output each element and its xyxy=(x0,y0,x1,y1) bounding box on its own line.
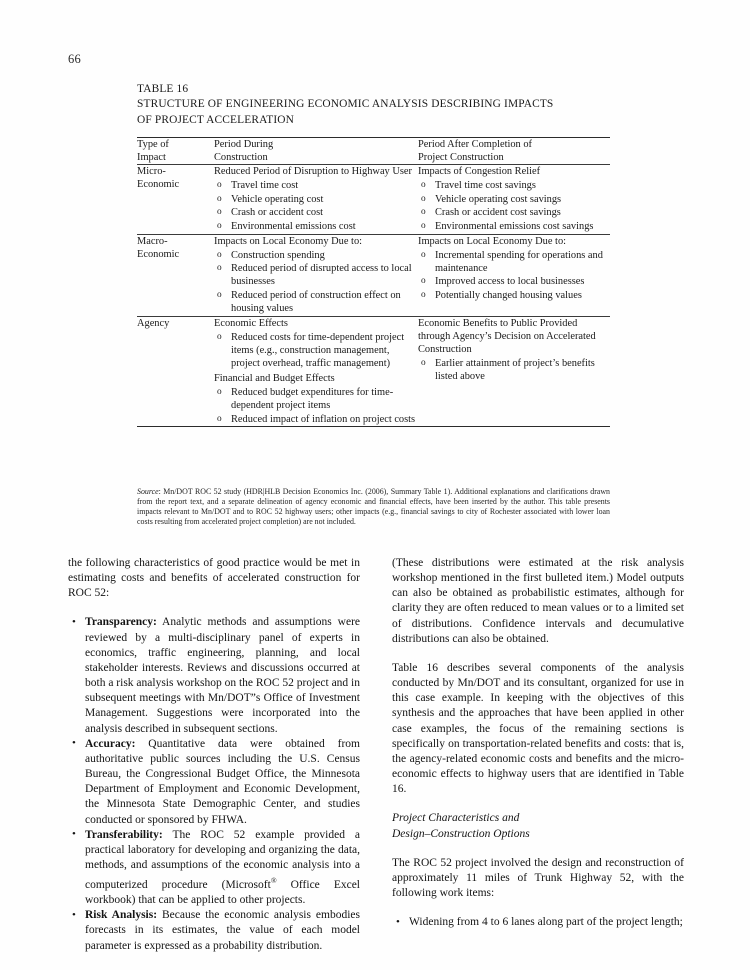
list-item: o Earlier attainment of project’s benefits listed above xyxy=(418,357,610,383)
list-item: o Improved access to local businesses xyxy=(418,275,610,288)
row-label-line-1: Macro- xyxy=(137,235,168,247)
registered-trademark-symbol: ® xyxy=(270,876,277,886)
bullet-item-widening: • Widening from 4 to 6 lanes along part of the project length; xyxy=(392,915,684,930)
row-label-line-1: Agency xyxy=(137,317,170,329)
list-item: o Travel time cost xyxy=(214,179,418,192)
column-header-during-line-1: Period During xyxy=(214,138,274,150)
bullet-item-transferability xyxy=(68,828,360,909)
row-label-line-2: Economic xyxy=(137,179,180,191)
cell-agency-after xyxy=(418,316,610,427)
table-source-note xyxy=(137,487,610,527)
right-text-column xyxy=(392,556,684,930)
cell-macro-during xyxy=(214,234,418,316)
cell-item-list xyxy=(418,249,610,302)
cell-item-list xyxy=(214,249,418,315)
cell-agency-during xyxy=(214,316,418,427)
row-label-macro-economic xyxy=(137,234,214,316)
section-heading xyxy=(392,811,684,841)
list-item: o Travel time cost savings xyxy=(418,179,610,192)
list-item: o Reduced budget expenditures for time-dependent project items xyxy=(214,386,418,412)
list-item: o Crash or accident cost xyxy=(214,206,418,219)
paragraph-table-16-description: Table 16 describes several components of the analysis conducted by Mn/DOT and its consultant, organized for use in this case example. In keeping with the objectives of this synthesis and the approaches that have been applied in other case examples, the focus of the remaining sections is specifically on transportation-related benefits and costs: that is, the agency-related economic costs and benefits and the micro-economic effects to highway users that are identified in Table 16. xyxy=(392,661,684,796)
table-bottom-rule-row xyxy=(137,427,610,428)
bullet-text: Analytic methods and assumptions were reviewed by a multi-disciplinary panel of experts in economics, traffic engineering, planning, and local stakeholder interests. Reviews and discussions occurred at both a risk analysis workshop on the ROC 52 project and in subsequent meetings with Mn/DOT”s Office of Investment Management. Suggestions were incorporated into the analysis described in subsequent sections. xyxy=(85,616,361,735)
paragraph-roc-52-project: The ROC 52 project involved the design and reconstruction of approximately 11 miles of Trunk Highway 52, with the following work items: xyxy=(392,856,684,899)
list-item: o Incremental spending for operations and maintenance xyxy=(418,249,610,275)
table-bottom-rule xyxy=(137,427,610,428)
body-text-columns xyxy=(68,556,684,956)
cell-macro-after xyxy=(418,234,610,316)
bullet-term: Transferability: xyxy=(85,828,163,841)
list-item: o Reduced period of disrupted access to local businesses xyxy=(214,262,418,288)
cell-item-list-secondary xyxy=(214,386,418,426)
list-item: o Crash or accident cost savings xyxy=(418,206,610,219)
bullet-term: Accuracy: xyxy=(85,737,136,750)
left-text-column xyxy=(68,556,360,954)
column-header-type-line-2: Impact xyxy=(137,151,166,163)
cell-item-list xyxy=(214,179,418,233)
cell-lead-text: Reduced Period of Disruption to Highway User xyxy=(214,166,412,178)
bullet-item-accuracy xyxy=(68,737,360,828)
bullet-text-continued: Office Excel workbook) that can be applied to other projects. xyxy=(85,878,360,907)
list-item: o Environmental emissions cost savings xyxy=(418,220,610,233)
row-label-agency xyxy=(137,316,214,427)
list-item: o Construction spending xyxy=(214,249,418,262)
cell-item-list xyxy=(418,179,610,233)
page-number: 66 xyxy=(68,52,81,66)
good-practice-bullet-list xyxy=(68,615,360,953)
table-row-macro-economic xyxy=(137,234,610,316)
bullet-text: Quantitative data were obtained from authoritative public sources including the U.S. Census Bureau, the Congressional Budget Office, the Minnesota Department of Employment and Economic Development, the Minnesota State Demographic Center, and studies conducted or sponsored by FHWA. xyxy=(85,737,360,826)
table-caption xyxy=(137,82,610,128)
cell-lead-text: Impacts on Local Economy Due to: xyxy=(214,235,363,247)
table-16 xyxy=(137,82,610,427)
bullet-text: The ROC 52 example provided a practical laboratory for developing and organizing the data, methods, and assumptions of the economic analysis into a computerized procedure (Microsoft xyxy=(85,828,360,891)
table-row-micro-economic xyxy=(137,165,610,234)
row-label-micro-economic xyxy=(137,165,214,234)
cell-lead-text: Economic Effects xyxy=(214,317,288,329)
column-header-after-line-1: Period After Completion of xyxy=(418,138,532,150)
paragraph-distributions: (These distributions were estimated at the risk analysis workshop mentioned in the first bulleted item.) Model outputs can also be obtained as probabilistic estimates, although for clarity they are often reduced to mean values or to a limited set of distributions. Confidence intervals and decumulative distributions can also be obtained. xyxy=(392,557,684,645)
column-header-type xyxy=(137,137,214,164)
bullet-term: Transparency: xyxy=(85,616,157,629)
paragraph-intro: the following characteristics of good practice would be met in estimating costs and benefits of accelerated construction for ROC 52: xyxy=(68,557,360,600)
bullet-term: Risk Analysis: xyxy=(85,909,158,922)
list-item: o Reduced costs for time-dependent project items (e.g., construction management, project overhead, traffic management) xyxy=(214,331,418,370)
cell-micro-during xyxy=(214,165,418,234)
table-row-agency xyxy=(137,316,610,427)
work-items-bullet-list xyxy=(392,915,684,930)
table-title-line-1: STRUCTURE OF ENGINEERING ECONOMIC ANALYSIS DESCRIBING IMPACTS xyxy=(137,98,554,111)
cell-lead-text: Economic Benefits to Public Provided through Agency’s Decision on Accelerated Construction xyxy=(418,317,596,355)
list-item: o Potentially changed housing values xyxy=(418,289,610,302)
table-number: TABLE 16 xyxy=(137,83,189,95)
bullet-text: Because the economic analysis embodies forecasts in its estimates, the value of each model parameter is expressed as a probability distribution. xyxy=(85,909,360,952)
table-16-grid xyxy=(137,137,610,427)
cell-lead-text: Impacts of Congestion Relief xyxy=(418,166,541,178)
list-item: o Reduced period of construction effect on housing values xyxy=(214,289,418,315)
column-header-type-line-1: Type of xyxy=(137,138,169,150)
list-item: o Environmental emissions cost xyxy=(214,220,418,233)
section-heading-line-2: Design–Construction Options xyxy=(392,827,530,840)
cell-lead-text: Impacts on Local Economy Due to: xyxy=(418,235,567,247)
cell-micro-after xyxy=(418,165,610,234)
cell-item-list xyxy=(214,331,418,370)
row-label-line-2: Economic xyxy=(137,248,180,260)
column-header-after-line-2: Project Construction xyxy=(418,151,504,163)
source-text: : Mn/DOT ROC 52 study (HDR|HLB Decision Economics Inc. (2006), Summary Table 1). Additional explanations and clarifications drawn from the report text, and a separate delineation of agency economic and financial effects, have been inserted by the author. This table presents impacts relevant to Mn/DOT and to ROC 52 highway users; other impacts (e.g., financial savings to city of Rochester associated with lower loan costs resulting from accelerated project completion) are not included. xyxy=(137,487,610,527)
column-header-after-completion xyxy=(418,137,610,164)
section-heading-line-1: Project Characteristics and xyxy=(392,812,520,825)
list-item: o Vehicle operating cost savings xyxy=(418,193,610,206)
column-header-during-line-2: Construction xyxy=(214,151,268,163)
row-label-line-1: Micro- xyxy=(137,166,166,178)
bullet-item-risk-analysis xyxy=(68,908,360,953)
list-item: o Reduced impact of inflation on project costs xyxy=(214,413,418,426)
table-title-line-2: OF PROJECT ACCELERATION xyxy=(137,113,295,126)
column-header-during-construction xyxy=(214,137,418,164)
cell-lead-text-secondary: Financial and Budget Effects xyxy=(214,372,335,384)
bullet-item-transparency xyxy=(68,615,360,736)
table-header-row xyxy=(137,137,610,164)
cell-item-list xyxy=(418,357,610,383)
list-item: o Vehicle operating cost xyxy=(214,193,418,206)
source-label: Source xyxy=(137,487,159,496)
